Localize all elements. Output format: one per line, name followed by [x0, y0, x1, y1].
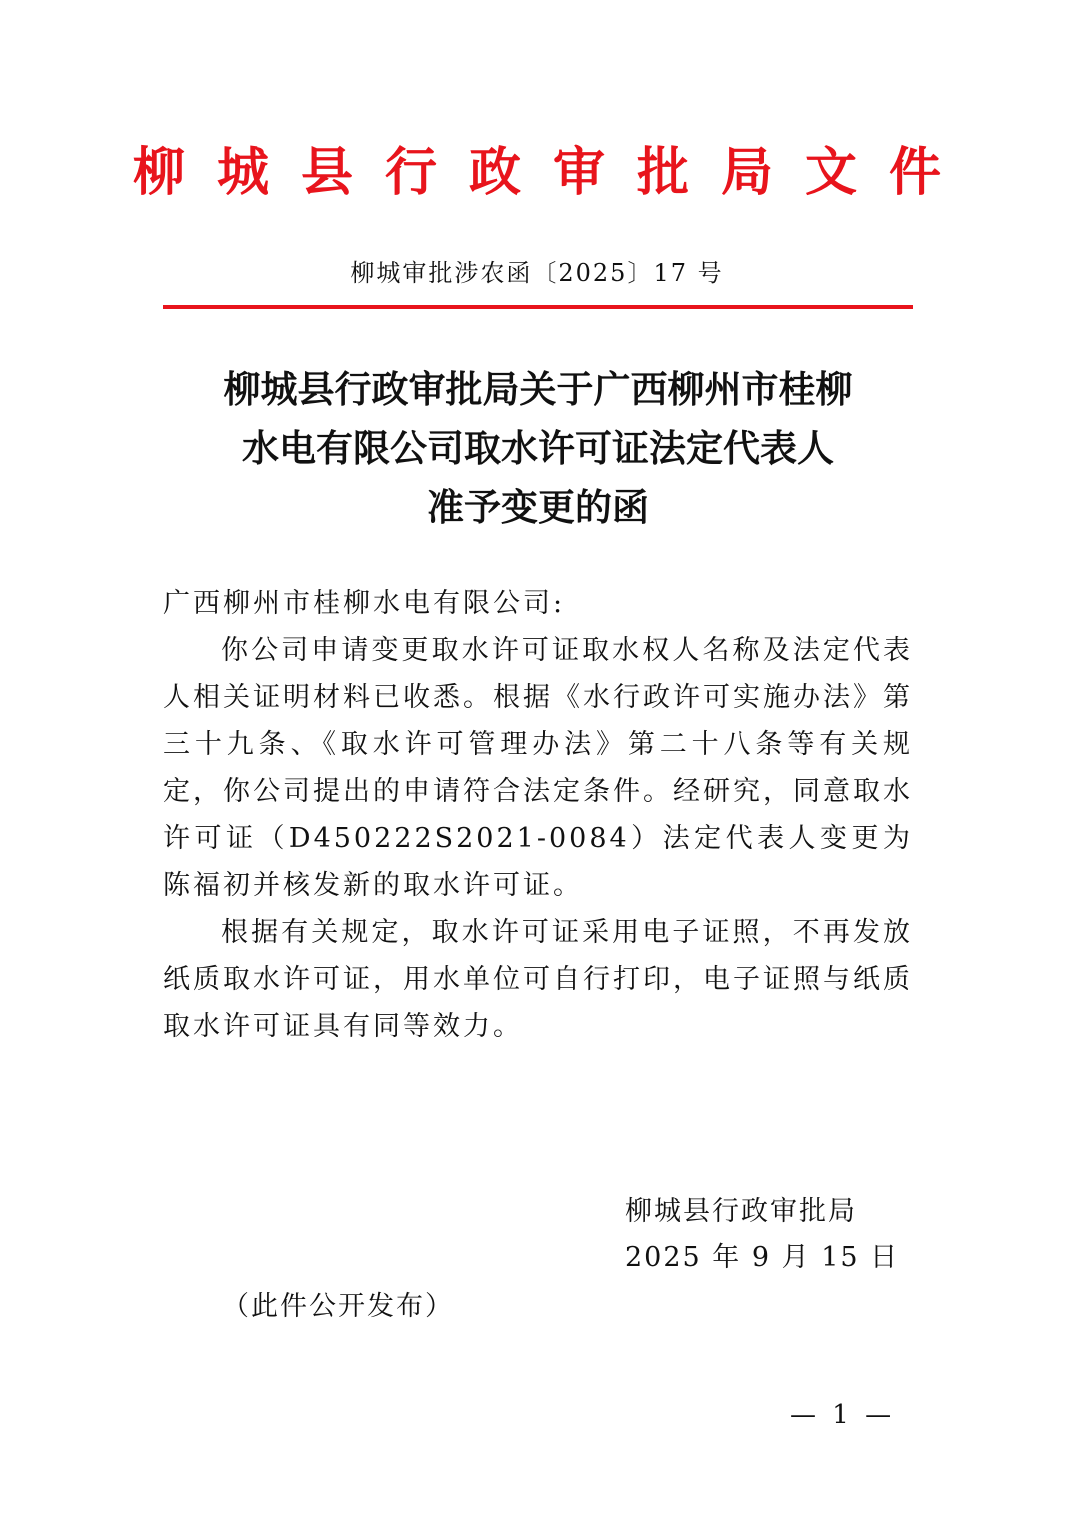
document-title [163, 360, 913, 537]
public-release-note: （此件公开发布） [222, 1291, 454, 1322]
body-paragraph-2: 根据有关规定，取水许可证采用电子证照，不再发放纸质取水许可证，用水单位可自行打印，电子证照与纸质取水许可证具有同等效力。 [163, 917, 913, 1042]
salutation: 广西柳州市桂柳水电有限公司: [163, 588, 566, 619]
signature-date: 2025 年 9 月 15 日 [625, 1242, 900, 1273]
document-title-line-2: 水电有限公司取水许可证法定代表人 [242, 426, 834, 470]
header-red-divider [163, 305, 913, 309]
page-number: — 1 — [790, 1400, 896, 1430]
document-number: 柳城审批涉农函〔2025〕17 号 [350, 259, 724, 287]
document-title-line-3: 准予变更的函 [427, 485, 649, 529]
document-header-title: 柳城县行政审批局文件 [132, 143, 973, 203]
document-title-line-1: 柳城县行政审批局关于广西柳州市桂柳 [223, 367, 853, 411]
document-body [163, 580, 913, 1050]
body-paragraph-1: 你公司申请变更取水许可证取水权人名称及法定代表人相关证明材料已收悉。根据《水行政许可实施办法》第三十九条、《取水许可管理办法》第二十八条等有关规定，你公司提出的申请符合法定条件。经研究，同意取水许可证（D450222S2021-0084）法定代表人变更为陈福初并核发新的取水许可证。 [163, 635, 913, 901]
signature-organization: 柳城县行政审批局 [625, 1196, 857, 1227]
